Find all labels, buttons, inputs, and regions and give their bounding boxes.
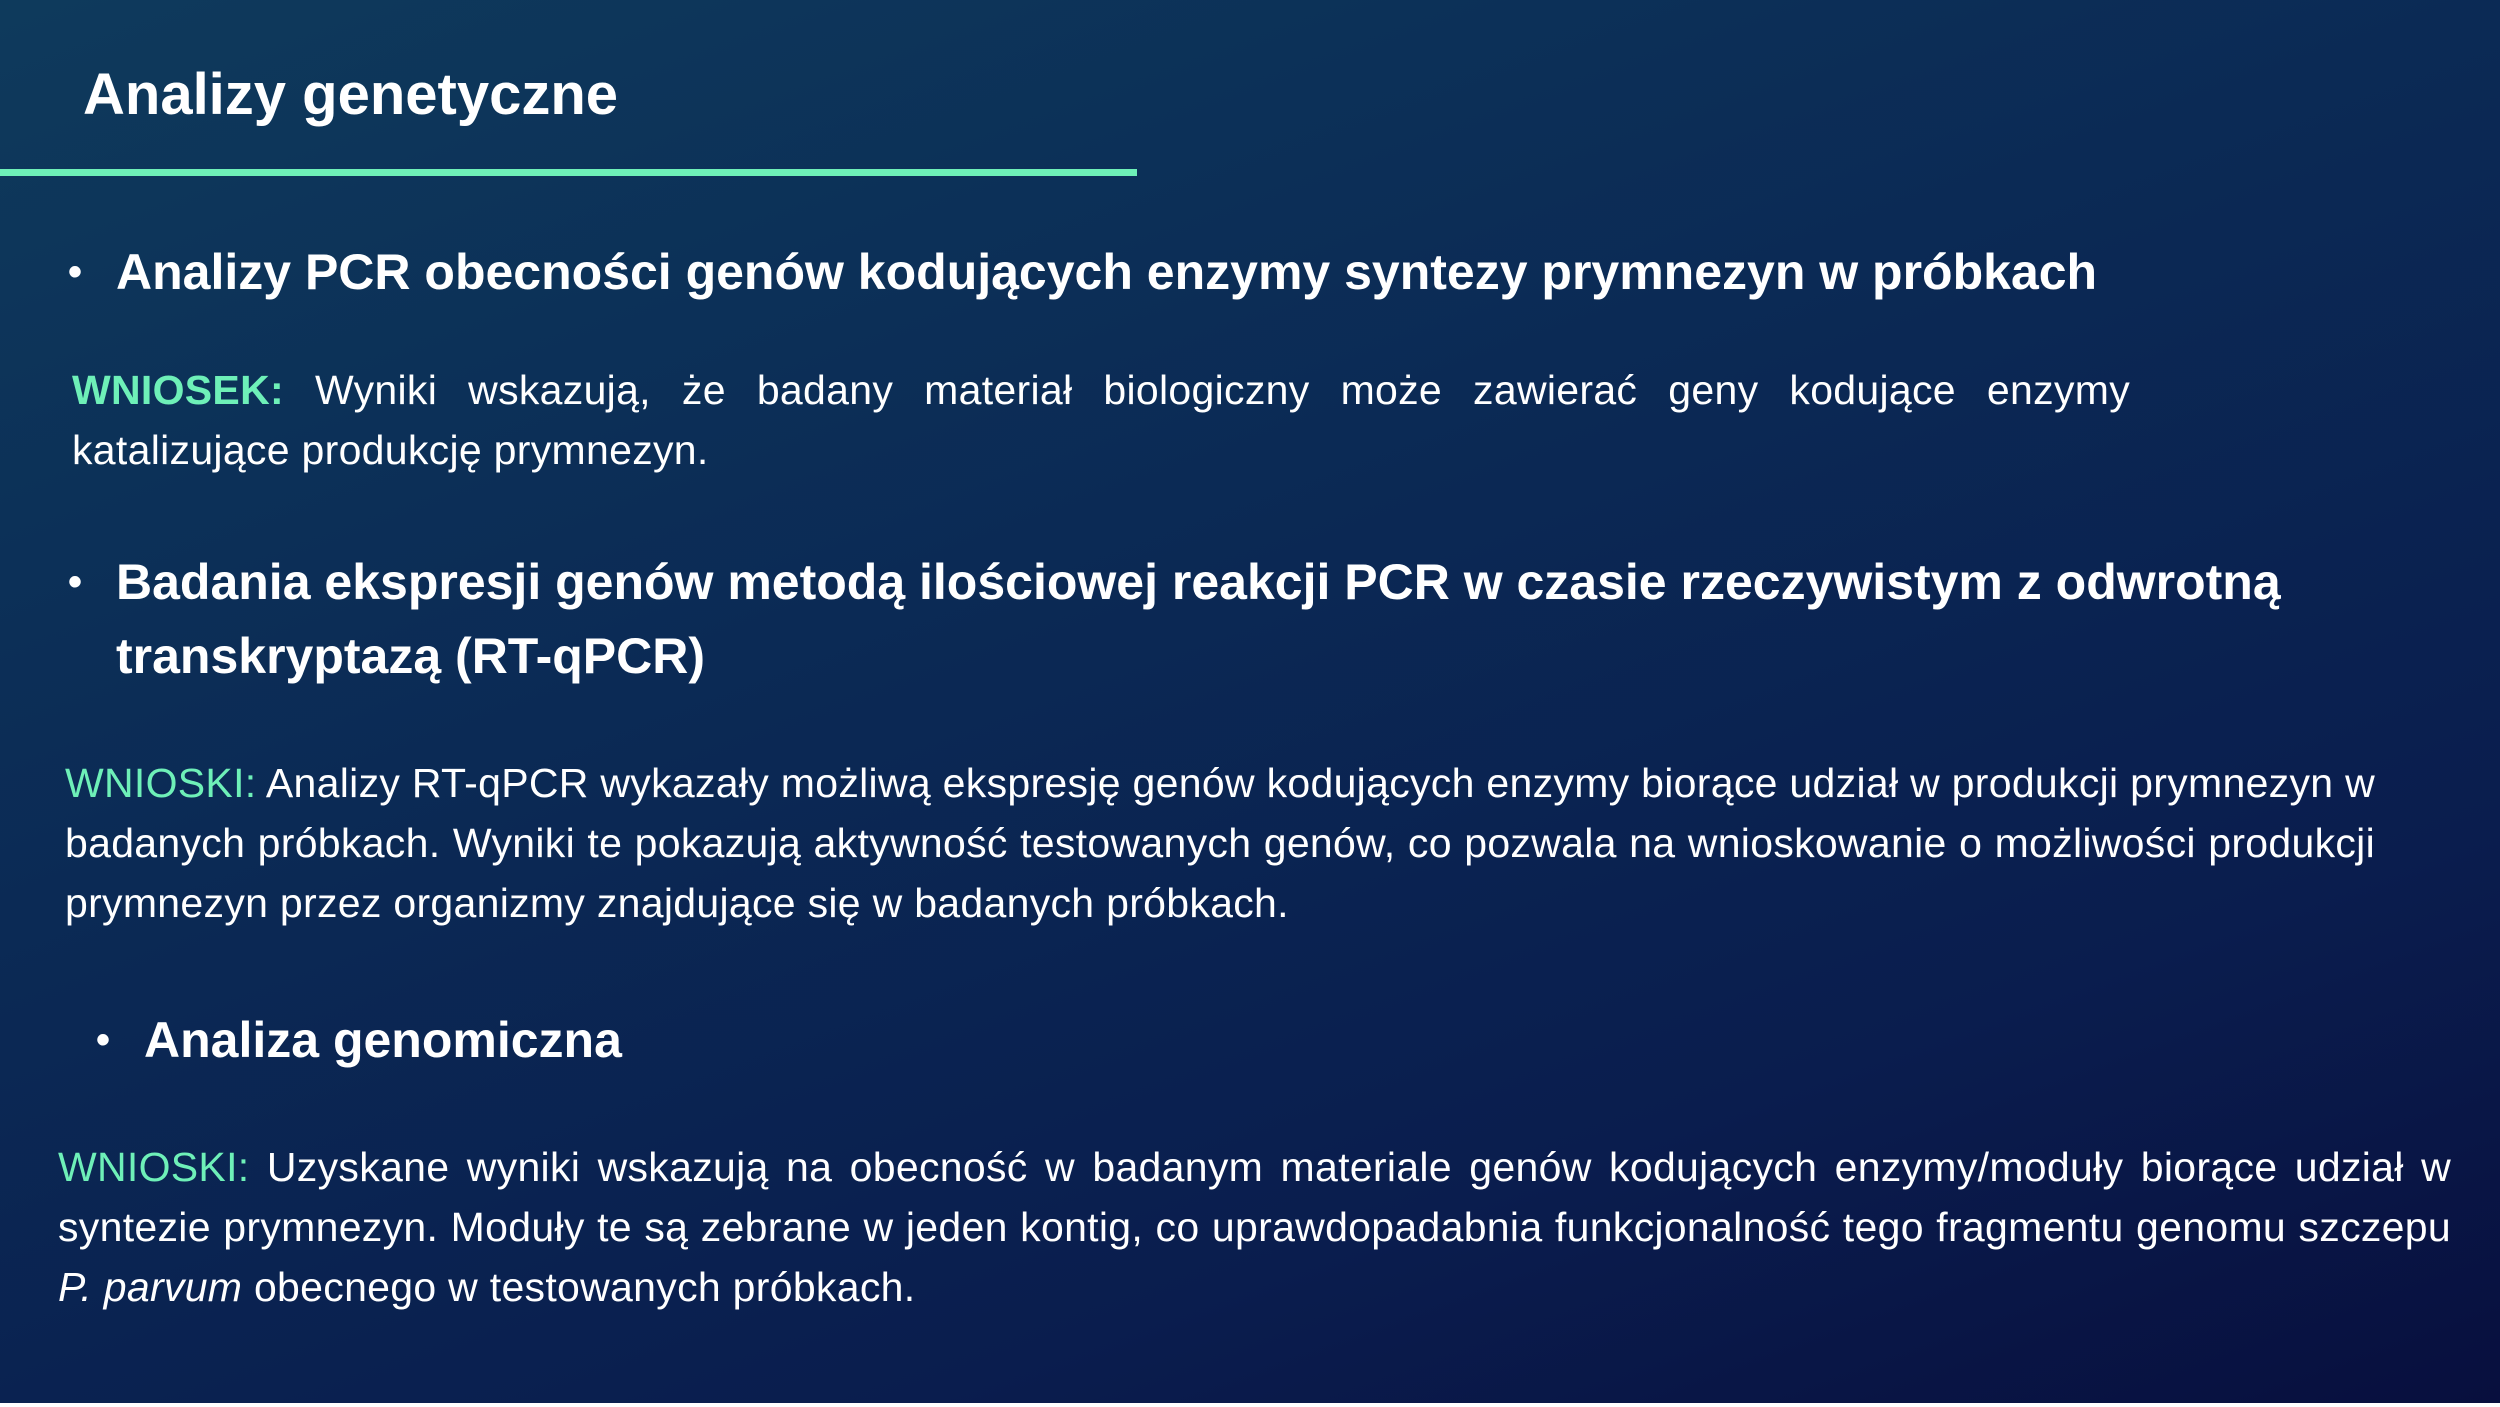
section-1-heading	[64, 235, 2444, 309]
bullet-icon: •	[67, 250, 82, 294]
conclusion-label: WNIOSKI:	[58, 1144, 250, 1190]
section-3-heading-text: Analiza genomiczna	[144, 1012, 622, 1068]
section-3-conclusion	[58, 1137, 2451, 1317]
section-1-conclusion	[72, 360, 2130, 480]
conclusion-text: Analizy RT-qPCR wykazały możliwą ekspresję genów kodujących enzymy biorące udział w produkcji prymnezyn w badanych próbkach. Wyniki te pokazują aktywność testowanych genów, co pozwala na wnioskowanie o możliwości produkcji prymnezyn przez organizmy znajdujące się w badanych próbkach.	[65, 760, 2375, 926]
section-2-conclusion	[65, 753, 2375, 933]
conclusion-label: WNIOSEK:	[72, 367, 284, 413]
section-3-heading	[92, 1003, 2092, 1077]
conclusion-text: Wyniki wskazują, że badany materiał biologiczny może zawierać geny kodujące enzymy katalizujące produkcję prymnezyn.	[72, 367, 2130, 473]
section-1-heading-text: Analizy PCR obecności genów kodujących enzymy syntezy prymnezyn w próbkach	[116, 244, 2098, 300]
section-2-heading	[64, 545, 2394, 693]
bullet-icon: •	[95, 1018, 110, 1062]
conclusion-text-2: obecnego w testowanych próbkach.	[242, 1264, 916, 1310]
bullet-icon: •	[67, 560, 82, 604]
species-name: P. parvum	[58, 1264, 243, 1310]
section-2-heading-text: Badania ekspresji genów metodą ilościowej reakcji PCR w czasie rzeczywistym z odwrotną transkryptazą (RT-qPCR)	[116, 554, 2281, 684]
title-underline	[0, 169, 1137, 176]
conclusion-label: WNIOSKI:	[65, 760, 257, 806]
slide-title: Analizy genetyczne	[83, 62, 619, 127]
conclusion-text-1: Uzyskane wyniki wskazują na obecność w badanym materiale genów kodujących enzymy/moduły biorące udział w syntezie prymnezyn. Moduły te są zebrane w jeden kontig, co uprawdopadabnia funkcjonalność tego fragmentu genomu szczepu	[58, 1144, 2451, 1250]
